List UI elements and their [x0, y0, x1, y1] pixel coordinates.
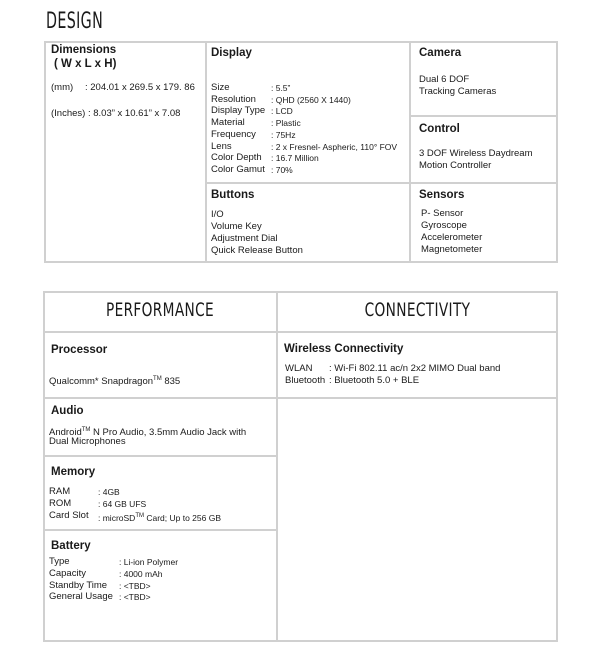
battery-spec-row	[49, 591, 151, 603]
battery-spec-value: : <TBD>	[119, 592, 151, 603]
wlan-row	[285, 363, 501, 375]
performance-title: PERFORMANCE	[105, 299, 215, 321]
memory-title: Memory	[51, 466, 96, 478]
sensors-line: Accelerometer	[421, 232, 483, 243]
buttons-line: Quick Release Button	[211, 245, 303, 256]
memory-ram-row	[49, 486, 120, 498]
display-spec-row	[211, 140, 398, 153]
display-title: Display	[211, 47, 252, 59]
processor-value-text: Qualcomm* Snapdragon	[49, 376, 154, 387]
processor-value	[49, 373, 180, 388]
battery-spec-row	[49, 579, 151, 592]
wlan-label: WLAN	[285, 363, 313, 374]
processor-tm: TM	[153, 376, 162, 382]
processor-title: Processor	[51, 344, 108, 356]
display-spec-row	[211, 163, 293, 176]
page-title: DESIGN	[46, 9, 104, 34]
ram-label: RAM	[49, 486, 71, 497]
camera-line: Tracking Cameras	[419, 86, 497, 97]
audio-line: Dual Microphones	[49, 436, 126, 447]
audio-tm: TM	[81, 427, 91, 433]
control-title: Control	[419, 123, 460, 135]
card-slot-tm: TM	[135, 513, 144, 519]
display-spec-row	[211, 152, 319, 164]
display-spec-label: Display Type	[211, 105, 266, 117]
display-spec-value: : 16.7 Million	[271, 153, 319, 164]
control-line: Motion Controller	[419, 160, 492, 171]
buttons-line: Volume Key	[211, 221, 262, 232]
dimensions-subtitle: ( W x L x H)	[54, 58, 117, 70]
control-line: 3 DOF Wireless Daydream	[419, 148, 533, 159]
sensors-line: P- Sensor	[421, 208, 464, 219]
dimensions-inches-label: (Inches)	[51, 108, 86, 119]
audio-android: Android	[49, 427, 82, 438]
display-spec-value: : 75Hz	[271, 129, 296, 140]
battery-title: Battery	[51, 540, 91, 552]
sensors-title: Sensors	[419, 189, 465, 201]
buttons-line: I/O	[211, 209, 224, 220]
buttons-line: Adjustment Dial	[211, 233, 278, 244]
dimensions-mm-label: (mm)	[51, 82, 74, 93]
display-spec-label: Color Depth	[211, 152, 262, 164]
battery-spec-value: : 4000 mAh	[119, 568, 163, 579]
dimensions-inches-value: : 8.03” x 10.61” x 7.08	[87, 108, 181, 119]
card-slot-value	[98, 510, 221, 524]
ram-value: : 4GB	[98, 487, 120, 497]
battery-spec-row	[49, 567, 163, 580]
display-spec-value: : QHD (2560 X 1440)	[271, 94, 351, 105]
display-spec-value: : LCD	[271, 106, 293, 117]
display-spec-row	[211, 93, 351, 106]
rom-value: : 64 GB UFS	[98, 499, 147, 509]
processor-model: 835	[161, 376, 181, 387]
display-spec-row	[211, 105, 293, 117]
memory-rom-row	[49, 498, 147, 510]
battery-spec-label: Standby Time	[49, 579, 108, 591]
buttons-title: Buttons	[211, 189, 255, 201]
card-slot-microsd: : microSD	[98, 513, 136, 523]
audio-title: Audio	[51, 405, 84, 417]
display-spec-label: Resolution	[211, 93, 256, 105]
wlan-value: : Wi-Fi 802.11 ac/n 2x2 MIMO Dual band	[329, 363, 501, 374]
dimensions-mm-row	[51, 82, 195, 94]
dimensions-mm-value: : 204.01 x 269.5 x 179. 86	[85, 82, 195, 93]
display-spec-label: Size	[211, 82, 230, 93]
display-spec-row	[211, 128, 296, 141]
display-spec-row	[211, 82, 291, 94]
wireless-title: Wireless Connectivity	[284, 343, 404, 355]
battery-spec-value: : <TBD>	[119, 580, 151, 591]
camera-title: Camera	[419, 47, 462, 59]
display-spec-row	[211, 117, 301, 129]
display-spec-label: Material	[211, 117, 245, 129]
battery-spec-label: General Usage	[49, 591, 113, 603]
display-spec-value: : Plastic	[271, 118, 301, 129]
connectivity-title: CONNECTIVITY	[364, 299, 471, 321]
dimensions-inches-row	[51, 108, 180, 120]
bluetooth-row	[285, 375, 420, 387]
display-spec-label: Lens	[211, 140, 232, 152]
display-spec-value: : 70%	[271, 164, 293, 175]
camera-line: Dual 6 DOF	[419, 74, 470, 85]
battery-spec-row	[49, 556, 179, 568]
battery-spec-value: : Li-ion Polymer	[119, 557, 179, 567]
card-slot-capacity: Card; Up to 256 GB	[143, 513, 221, 523]
card-slot-label: Card Slot	[49, 510, 89, 521]
battery-spec-label: Capacity	[49, 567, 86, 579]
display-spec-label: Frequency	[211, 128, 256, 140]
audio-line1-text: N Pro Audio, 3.5mm Audio Jack with	[90, 427, 247, 438]
memory-card-row	[49, 510, 221, 523]
dimensions-title: Dimensions	[51, 44, 117, 56]
sensors-line: Magnetometer	[421, 244, 483, 255]
rom-label: ROM	[49, 498, 72, 509]
bluetooth-label: Bluetooth	[285, 375, 326, 386]
display-spec-label: Color Gamut	[211, 163, 265, 175]
display-spec-value: : 2 x Fresnel- Aspheric, 110° FOV	[271, 141, 398, 152]
battery-spec-label: Type	[49, 556, 70, 567]
sensors-line: Gyroscope	[421, 220, 467, 231]
bluetooth-value: : Bluetooth 5.0 + BLE	[329, 375, 420, 386]
display-spec-value: : 5.5”	[271, 83, 291, 93]
